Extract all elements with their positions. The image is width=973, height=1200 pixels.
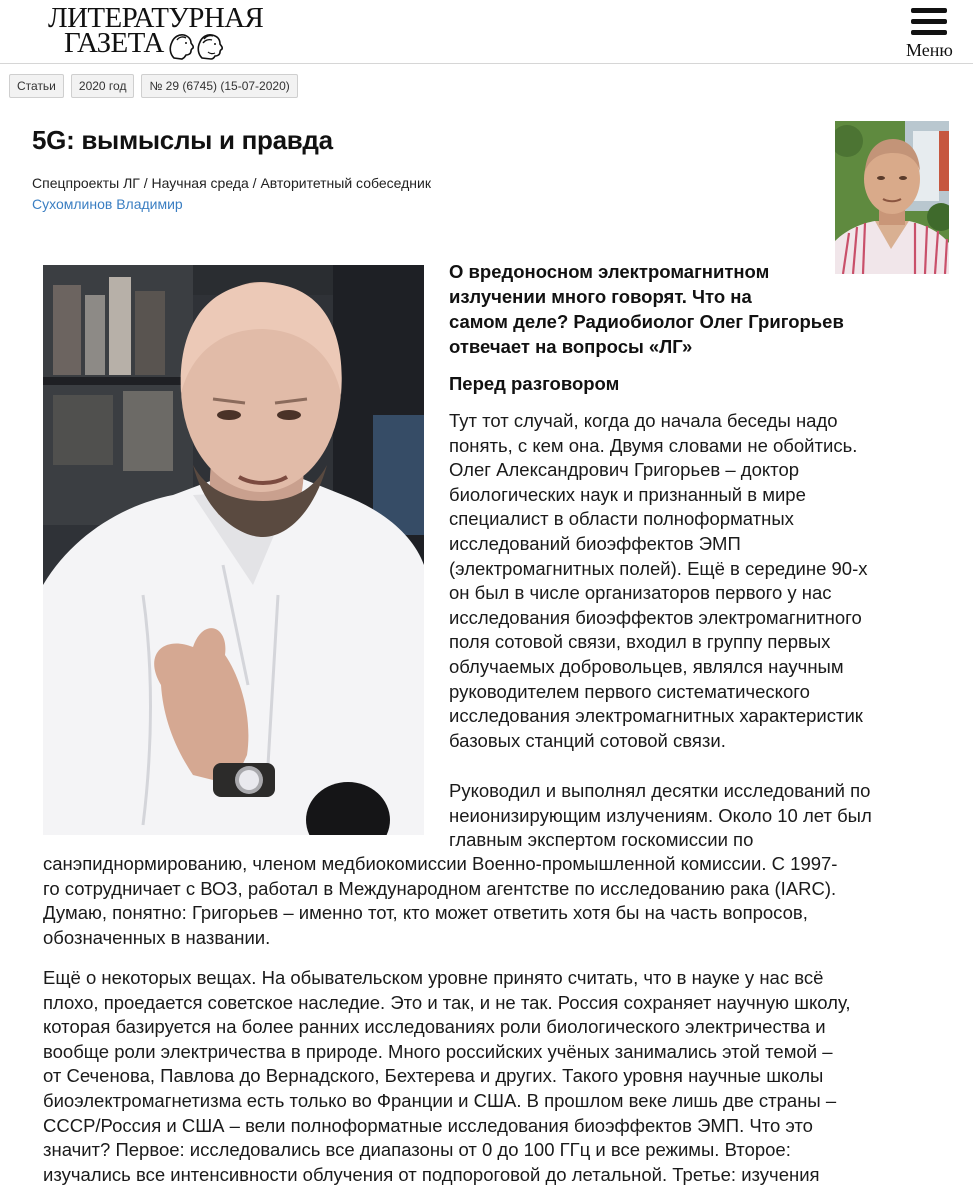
text-line: значит? Первое: исследовались все диапазоны от 0 до 100 ГГц и все режимы. Второе: — [43, 1139, 791, 1161]
text-line: Олег Александрович Григорьев – доктор — [449, 459, 800, 481]
text-line: Тут тот случай, когда до начала беседы надо — [449, 410, 838, 431]
logo-line-1: ЛИТЕРАТУРНАЯ — [48, 2, 264, 34]
text-line: исследований биоэффектов ЭМП — [449, 532, 741, 554]
text-line: от Сеченова, Павлова до Вернадского, Бехтерева и других. Такого уровня научные школы — [43, 1065, 824, 1087]
rubric-link[interactable]: Спецпроекты ЛГ — [32, 175, 140, 191]
rubric-separator: / — [139, 175, 152, 191]
site-header — [0, 0, 973, 64]
paragraph-3 — [43, 966, 851, 1187]
menu-button[interactable] — [900, 6, 960, 62]
author-link[interactable]: Сухомлинов Владимир — [32, 196, 183, 212]
text-line: Руководил и выполнял десятки исследований по — [449, 780, 871, 801]
text-line: специалист в области полноформатных — [449, 508, 794, 530]
logo-line-2: ГАЗЕТА — [64, 27, 164, 59]
lead-line: самом деле? Радиобиолог Олег Григорьев — [449, 311, 844, 332]
breadcrumb — [32, 175, 431, 191]
text-line: исследования электромагнитных характеристик — [449, 705, 863, 727]
logo-profiles-icon — [164, 28, 236, 60]
article-tags — [9, 74, 298, 98]
site-logo[interactable] — [48, 2, 264, 60]
text-line: облучаемых добровольцев, являлся научным — [449, 655, 844, 677]
text-line: неионизирующим излучениям. Около 10 лет был — [449, 804, 872, 826]
paragraph-2-continuation — [43, 852, 837, 950]
text-line: санэпиднормированию, членом медбиокомиссии Военно-промышленной комиссии. С 1997- — [43, 853, 838, 874]
text-line: Думаю, понятно: Григорьев – именно тот, кто может ответить хотя бы на часть вопросов, — [43, 902, 808, 924]
text-line: главным экспертом госкомиссии по — [449, 829, 754, 851]
lead-line: излучении много говорят. Что на — [449, 286, 752, 307]
rubric-separator: / — [248, 175, 261, 191]
tag-issue[interactable]: № 29 (6745) (15-07-2020) — [141, 74, 297, 98]
text-line: СССР/Россия и США – вели полноформатные исследования биоэффектов ЭМП. Что это — [43, 1114, 813, 1136]
text-line: го сотрудничает с ВОЗ, работал в Международном агентстве по исследованию рака (IARC). — [43, 877, 837, 899]
rubric-link[interactable]: Авторитетный собеседник — [260, 175, 431, 191]
text-line: руководителем первого систематического — [449, 680, 810, 702]
article-lead — [449, 259, 849, 359]
article-title: 5G: вымыслы и правда — [32, 125, 333, 155]
text-line: биоэлектромагнетизма есть только во Франции и США. В прошлом веке лишь две страны – — [43, 1089, 837, 1111]
lead-line: отвечает на вопросы «ЛГ» — [449, 336, 693, 357]
paragraph-1 — [449, 409, 868, 753]
author-photo — [835, 121, 949, 274]
text-line: вообще роли электричества в природе. Много российских учёных занимались этой темой – — [43, 1040, 833, 1062]
text-line: исследования биоэффектов электромагнитного — [449, 606, 862, 628]
text-line: базовых станций сотовой связи. — [449, 729, 726, 751]
hamburger-icon — [911, 8, 947, 36]
text-line: обозначенных в названии. — [43, 926, 271, 948]
text-line: он был в числе организаторов первого у нас — [449, 582, 832, 604]
rubric-link[interactable]: Научная среда — [151, 175, 249, 191]
text-line: изучались все интенсивности облучения от подпороговой до летальной. Третье: изучения — [43, 1163, 820, 1185]
tag-articles[interactable]: Статьи — [9, 74, 64, 98]
paragraph-2-start — [449, 779, 872, 853]
section-subheading: Перед разговором — [449, 373, 620, 394]
text-line: плохо, проедается советское наследие. Это и так, и не так. Россия сохраняет научную школу, — [43, 991, 851, 1013]
text-line: Ещё о некоторых вещах. На обывательском уровне принято считать, что в науке у нас всё — [43, 967, 824, 988]
tag-year[interactable]: 2020 год — [71, 74, 135, 98]
text-line: понять, с кем она. Двумя словами не обойтись. — [449, 434, 858, 456]
text-line: поля сотовой связи, входил в группу первых — [449, 631, 831, 653]
article-main-photo — [43, 265, 424, 835]
menu-label: Меню — [906, 40, 953, 60]
text-line: (электромагнитных полей). Ещё в середине 90-х — [449, 557, 868, 579]
text-line: которая базируется на более ранних исследованиях роли биологического электричества и — [43, 1016, 826, 1038]
lead-line: О вредоносном электромагнитном — [449, 261, 770, 282]
text-line: биологических наук и признанный в мире — [449, 483, 806, 505]
